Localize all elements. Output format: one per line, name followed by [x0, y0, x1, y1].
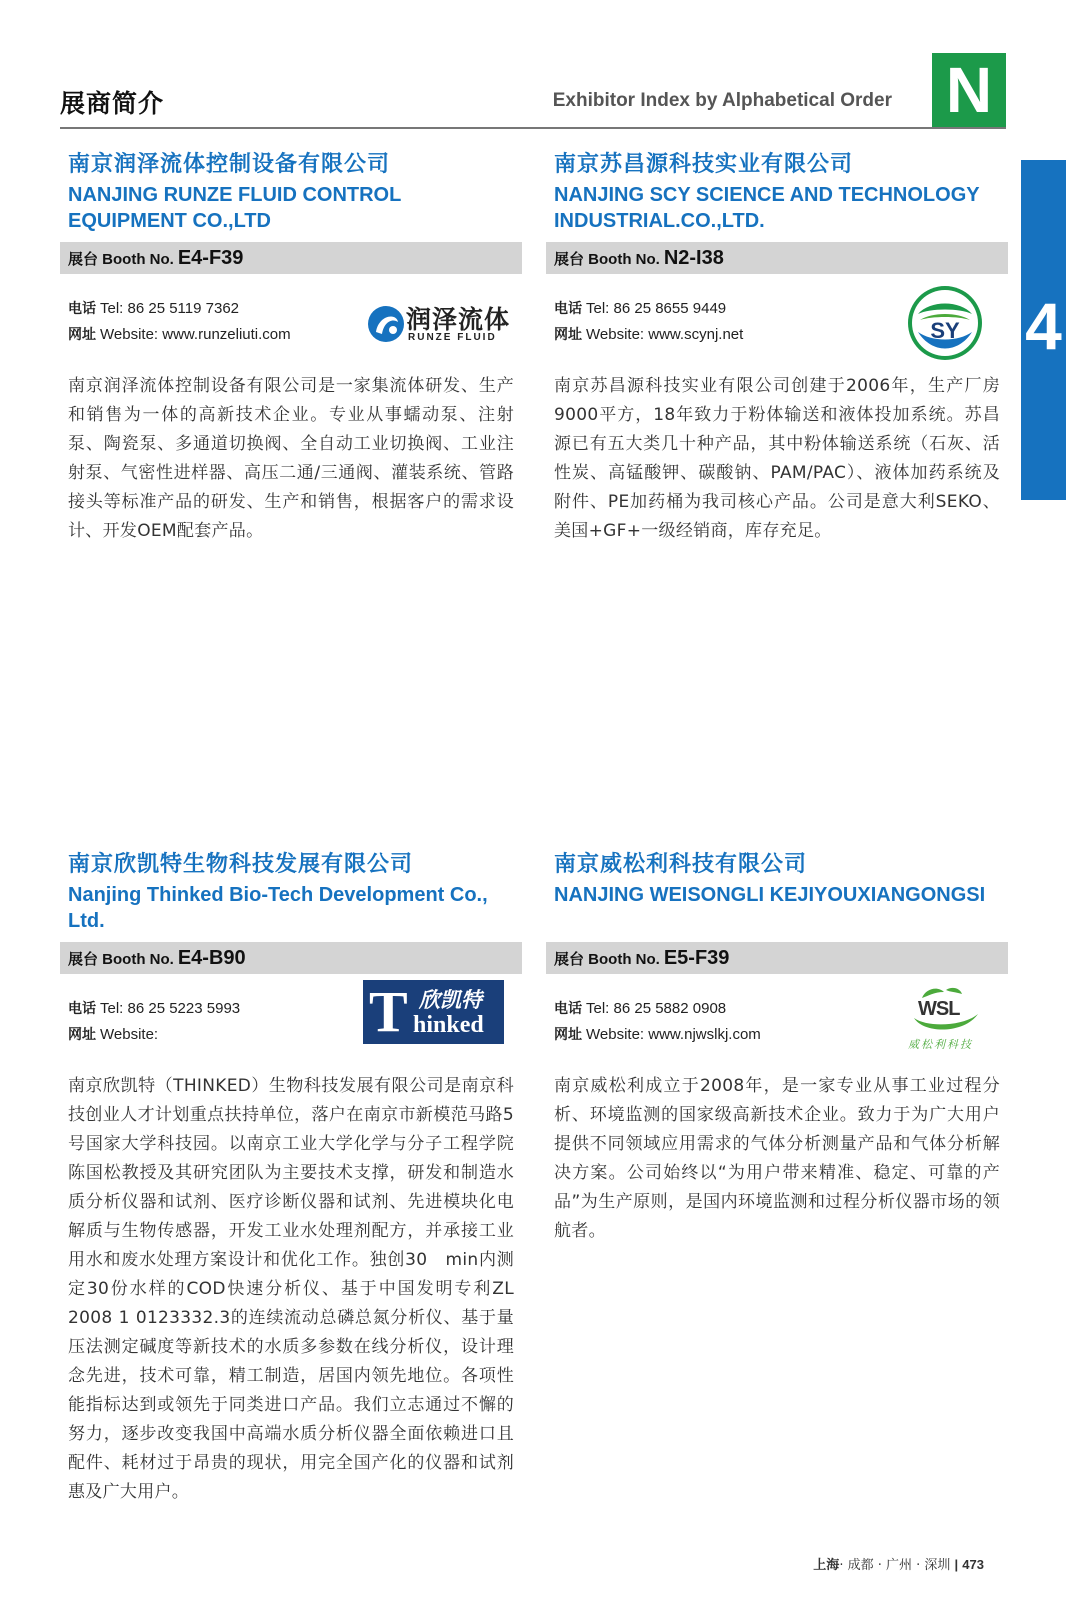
- web-label-en: Website:: [100, 326, 159, 343]
- exhibitor-name-en: NANJING RUNZE FLUID CONTROL EQUIPMENT CO.,LTD: [68, 184, 401, 232]
- phone-number: 86 25 8655 9449: [613, 300, 727, 317]
- exhibitor-card-thinked: [60, 850, 522, 1507]
- exhibitor-description: 南京欣凯特（THINKED）生物科技发展有限公司是南京科技创业人才计划重点扶持单位，落户在南京市新模范马路5号国家大学科技园。以南京工业大学化学与分子工程学院陈国松教授及其研究团队为主要技术支撑，研发和制造水质分析仪器和试剂、医疗诊断仪器和试剂、先进模块化电解质与生物传感器，开发工业水处理剂配方，并承接工业用水和废水处理方案设计和优化工作。独创30 min内测定30份水样的COD快速分析仪、基于中国发明专利ZL 2008 1 0123332.3的连续流动总磷总氮分析仪、基于量压法测定碱度等新技术的水质多参数在线分析仪，设计理念先进，技术可靠，精工制造，居国内领先地位。各项性能指标达到或领先于同类进口产品。我们立志通过不懈的努力，逐步改变我国中高端水质分析仪器全面依赖进口且配件、耗材过于昂贵的现状，用完全国产化的仪器和试剂惠及广大用户。: [68, 1076, 514, 1502]
- exhibitor-name-en: NANJING WEISONGLI KEJIYOUXIANGONGSI: [554, 884, 986, 906]
- booth-bar: [546, 242, 1008, 274]
- tel-label-en: Tel:: [100, 1000, 124, 1017]
- runze-logo: [366, 302, 511, 346]
- booth-bar: [60, 242, 522, 274]
- contact-block: [554, 996, 1008, 1056]
- tel-label-cn: 电话: [68, 301, 96, 317]
- page-number: 473: [962, 1557, 984, 1572]
- thinked-logo-en: hinked: [413, 1012, 484, 1038]
- chapter-number: 4: [1025, 289, 1062, 363]
- phone-number: 86 25 5223 5993: [127, 1000, 241, 1017]
- phone-number: 86 25 5119 7362: [127, 300, 240, 317]
- thinked-logo-letter: T: [369, 979, 408, 1044]
- tel-label-cn: 电话: [68, 1001, 96, 1017]
- exhibitor-card-runze: [60, 150, 522, 546]
- booth-label: 展台 Booth No.: [68, 251, 174, 268]
- contact-block: [68, 979, 522, 1056]
- page-footer: [813, 1554, 984, 1573]
- tel-label-cn: 电话: [554, 301, 582, 317]
- booth-label: 展台 Booth No.: [554, 951, 660, 968]
- phone-number: 86 25 5882 0908: [613, 1000, 727, 1017]
- footer-city-main: 上海: [813, 1558, 840, 1573]
- wsl-logo: [904, 984, 988, 1054]
- web-label-en: Website:: [100, 1026, 159, 1043]
- wsl-logo-sub: 威松利科技: [908, 1038, 973, 1051]
- thinked-logo: [363, 980, 504, 1044]
- booth-number: E4-B90: [177, 947, 246, 969]
- header-divider: [60, 127, 1006, 129]
- exhibitor-card-wsl: [546, 850, 1008, 1246]
- exhibitor-description: 南京威松利成立于2008年，是一家专业从事工业过程分析、环境监测的国家级高新技术企业。致力于为广大用户提供不同领域应用需求的气体分析测量产品和气体分析解决方案。公司始终以“为用户带来精准、稳定、可靠的产品”为生产原则，是国内环境监测和过程分析仪器市场的领航者。: [554, 1076, 1000, 1241]
- footer-cities: · 成都 · 广州 · 深圳: [839, 1558, 951, 1573]
- booth-label: 展台 Booth No.: [68, 951, 174, 968]
- tel-label-en: Tel:: [100, 300, 124, 317]
- web-label-en: Website:: [586, 1026, 645, 1043]
- runze-logo-sub: RUNZE FLUID: [408, 332, 497, 343]
- wsl-logo-text: WSL: [918, 998, 960, 1020]
- exhibitor-name-en: Nanjing Thinked Bio-Tech Development Co., Ltd.: [68, 884, 488, 932]
- runze-logo-icon: [366, 304, 406, 344]
- alphabet-letter-tab: N: [932, 53, 1006, 128]
- exhibitor-card-scy: [546, 150, 1008, 546]
- contact-block: [68, 296, 522, 356]
- thinked-logo-cn: 欣凯特: [419, 988, 482, 1012]
- booth-bar: [60, 942, 522, 974]
- contact-block: [554, 296, 1008, 356]
- exhibitor-name-cn: 南京苏昌源科技实业有限公司: [554, 152, 854, 177]
- page-section-subtitle: Exhibitor Index by Alphabetical Order: [552, 90, 892, 111]
- exhibitor-description: 南京苏昌源科技实业有限公司创建于2006年，生产厂房9000平方，18年致力于粉体输送和液体投加系统。苏昌源已有五大类几十种产品，其中粉体输送系统（石灰、活性炭、高锰酸钾、碳酸钠、PAM/PAC）、液体加药系统及附件、PE加药桶为我司核心产品。公司是意大利SEKO、美国+GF+一级经销商，库存充足。: [554, 376, 1000, 541]
- web-label-cn: 网址: [554, 327, 582, 343]
- booth-number: E5-F39: [663, 947, 730, 969]
- web-label-cn: 网址: [68, 1027, 96, 1043]
- web-label-cn: 网址: [68, 327, 96, 343]
- scy-logo: [906, 284, 984, 362]
- tel-label-en: Tel:: [586, 300, 610, 317]
- chapter-side-tab: [1021, 160, 1066, 500]
- website-link[interactable]: www.njwslkj.com: [648, 1026, 761, 1043]
- website-link[interactable]: www.scynj.net: [648, 326, 744, 343]
- exhibitor-name-cn: 南京欣凯特生物科技发展有限公司: [68, 852, 414, 877]
- scy-logo-text: SY: [930, 318, 960, 343]
- footer-separator: |: [954, 1557, 959, 1572]
- tel-label-cn: 电话: [554, 1001, 582, 1017]
- exhibitor-name-cn: 南京威松利科技有限公司: [554, 852, 808, 877]
- booth-number: E4-F39: [177, 247, 244, 269]
- exhibitor-description: 南京润泽流体控制设备有限公司是一家集流体研发、生产和销售为一体的高新技术企业。专业从事蠕动泵、注射泵、陶瓷泵、多通道切换阀、全自动工业切换阀、工业注射泵、气密性进样器、高压二通/三通阀、灌装系统、管路接头等标准产品的研发、生产和销售，根据客户的需求设计、开发OEM配套产品。: [68, 376, 514, 541]
- booth-bar: [546, 942, 1008, 974]
- web-label-cn: 网址: [554, 1027, 582, 1043]
- website-link[interactable]: www.runzeliuti.com: [162, 326, 291, 343]
- tel-label-en: Tel:: [586, 1000, 610, 1017]
- exhibitor-name-cn: 南京润泽流体控制设备有限公司: [68, 152, 391, 177]
- booth-label: 展台 Booth No.: [554, 251, 660, 268]
- booth-number: N2-I38: [663, 247, 724, 269]
- runze-logo-text: 润泽流体: [406, 305, 511, 334]
- exhibitor-name-en: NANJING SCY SCIENCE AND TECHNOLOGY INDUSTRIAL.CO.,LTD.: [554, 184, 980, 232]
- page-section-title: 展商简介: [60, 89, 165, 118]
- web-label-en: Website:: [586, 326, 645, 343]
